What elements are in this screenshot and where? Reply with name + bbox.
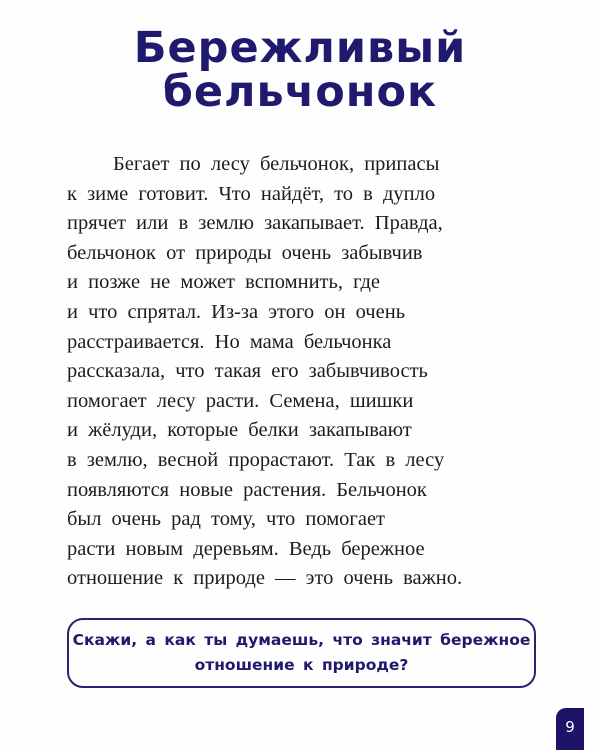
page-number-tab [556, 708, 584, 750]
story-line: помогает лесу расти. Семена, шишки [67, 389, 414, 412]
story-line: Бегает по лесу бельчонок, припасы [113, 153, 440, 175]
question-callout [67, 618, 536, 688]
question-line-2: отношение к природе? [194, 656, 409, 674]
story-line: бельчонок от природы очень забывчив [67, 241, 423, 264]
story-line: и позже не может вспомнить, где [67, 271, 381, 294]
story-line: к зиме готовит. Что найдёт, то в дупло [67, 182, 436, 205]
story-line: расти новым деревьям. Ведь бережное [67, 537, 425, 560]
story-line: и что спрятал. Из-за этого он очень [67, 300, 406, 323]
story-line: и жёлуди, которые белки закапывают [67, 419, 412, 442]
story-line: появляются новые растения. Бельчонок [67, 478, 427, 501]
story-line: был очень рад тому, что помогает [67, 508, 385, 531]
title-line-2: бельчонок [162, 67, 438, 117]
question-line-1: Скажи, а как ты думаешь, что значит бережное [72, 631, 531, 649]
story-text [67, 150, 547, 594]
page-number: 9 [565, 718, 575, 736]
story-line: рассказала, что такая его забывчивость [67, 360, 428, 383]
story-line: отношение к природе — это очень важно. [67, 567, 463, 590]
page-title [0, 23, 600, 117]
story-line: расстраивается. Но мама бельчонка [67, 330, 392, 353]
story-line: прячет или в землю закапывает. Правда, [67, 212, 443, 235]
story-line: в землю, весной прорастают. Так в лесу [67, 448, 445, 471]
title-line-1: Бережливый [133, 23, 467, 73]
